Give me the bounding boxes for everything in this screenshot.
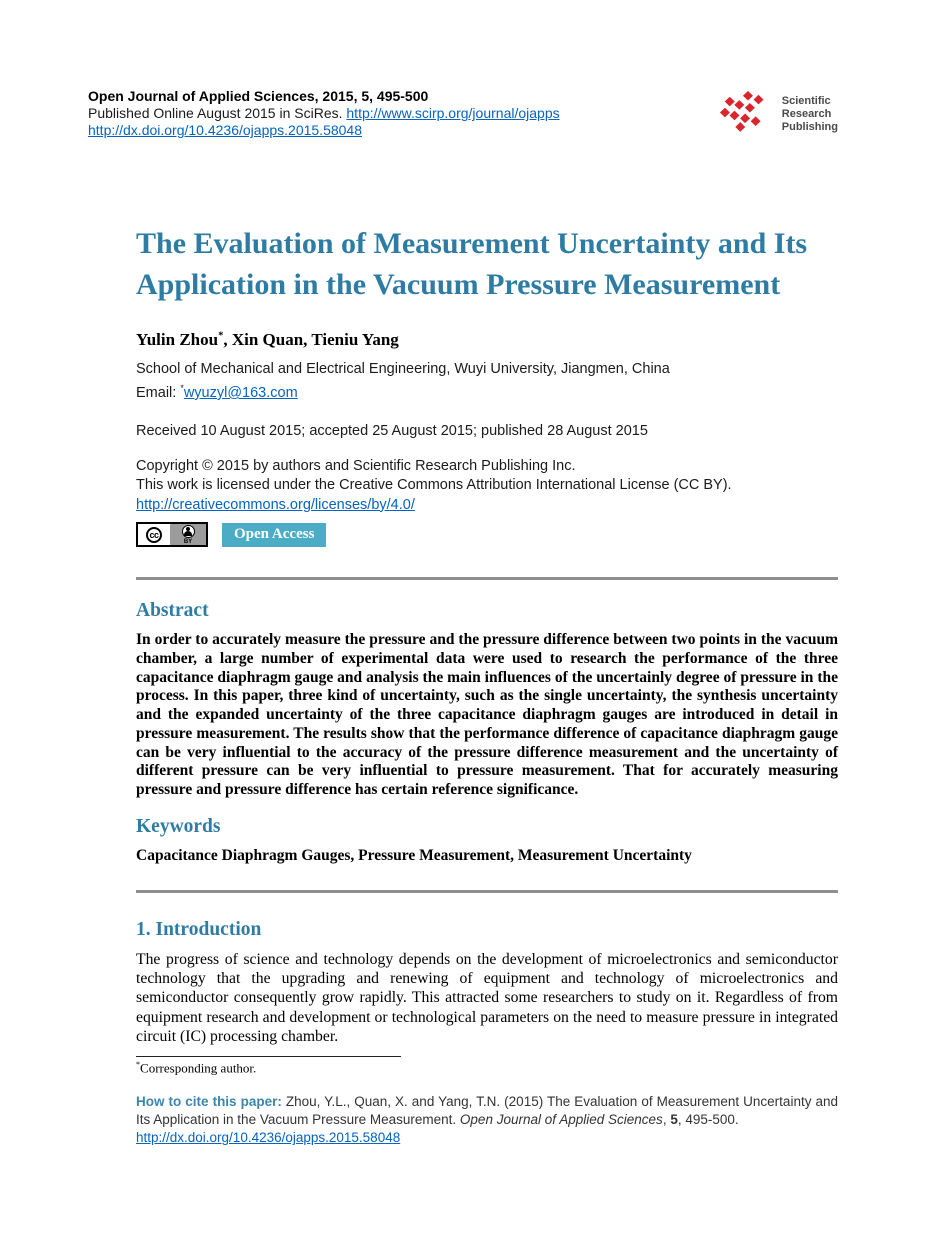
scirp-logo-text bbox=[782, 95, 838, 134]
cite-text: Zhou, Y.L., Quan, X. and Yang, T.N. (2015) The Evaluation of Measurement Uncertainty and Its Application in the Vacuum Pressure Measurement. bbox=[136, 1094, 838, 1128]
published-online-prefix: Published Online August 2015 in SciRes. bbox=[88, 105, 347, 121]
cc-icon-wrap bbox=[138, 524, 170, 545]
dates-line: Received 10 August 2015; accepted 25 August 2015; published 28 August 2015 bbox=[136, 422, 648, 439]
abstract-text: In order to accurately measure the pressure and the pressure difference between two points in the vacuum chamber, a large number of experimental data were used to research the performance of the three capacitance diaphragm gauge and analysis the main influences of the uncertainly degree of pressure in the process. In this paper, three kind of uncertainty, such as the single uncertainty, the synthesis uncertainty and the expanded uncertainty of the three capacitance diaphragm gauges are introduced in detail in pressure measurement. The results show that the performance difference of capacitance diaphragm gauge can be very influential to the accuracy of the pressure difference measurement and the uncertainty of different pressure can be very influential to pressure measurement. That for accurately measuring pressure and pressure difference has certain reference significance. bbox=[136, 631, 838, 798]
keywords-text: Capacitance Diaphragm Gauges, Pressure Measurement, Measurement Uncertainty bbox=[136, 846, 692, 864]
journal-info bbox=[88, 88, 560, 139]
abstract-heading: Abstract bbox=[136, 600, 209, 622]
email-link[interactable]: wyuzyl@163.com bbox=[183, 384, 298, 401]
cc-by-attribution bbox=[170, 524, 206, 545]
person-icon bbox=[182, 525, 195, 538]
journal-title-line: Open Journal of Applied Sciences, 2015, 5, 495-500 bbox=[88, 88, 429, 104]
cite-label: How to cite this paper: bbox=[136, 1094, 286, 1110]
section-divider-top bbox=[136, 577, 838, 580]
email-asterisk: * bbox=[180, 383, 184, 393]
article-title: The Evaluation of Measurement Uncertainty and Its Application in the Vacuum Pressure Measurement bbox=[136, 227, 808, 301]
citation-footer bbox=[136, 1093, 838, 1147]
scirp-logo bbox=[718, 90, 838, 138]
cite-journal-name: Open Journal of Applied Sciences bbox=[459, 1112, 663, 1128]
introduction-text: The progress of science and technology depends on the development of microelectronics and semiconductor technology that the upgrading and renewing of equipment and technology of microelectronics and semiconductor consequently grow rapidly. This attracted some researchers to study on it. Regardless of from equipment research and development or technological parameters on the need to measure pressure in integrated circuit (IC) processing chamber. bbox=[136, 950, 838, 1045]
logo-line-1: Scientific bbox=[781, 94, 831, 107]
cite-pages: , 495-500. bbox=[677, 1112, 739, 1128]
scirp-diamonds-icon bbox=[718, 90, 776, 138]
journal-homepage-link[interactable]: http://www.scirp.org/journal/ojapps bbox=[346, 105, 560, 121]
page-header bbox=[88, 88, 838, 139]
authors-line bbox=[136, 330, 838, 350]
affiliation-block bbox=[136, 360, 838, 403]
footnote-text: Corresponding author. bbox=[140, 1060, 257, 1076]
logo-line-3: Publishing bbox=[781, 120, 838, 133]
person-body-icon bbox=[184, 531, 192, 536]
logo-line-2: Research bbox=[781, 107, 832, 120]
license-link-line bbox=[136, 496, 838, 516]
published-online-line bbox=[88, 105, 560, 122]
keywords-heading: Keywords bbox=[136, 815, 221, 837]
doi-line bbox=[88, 122, 560, 139]
cc-by-badge[interactable] bbox=[136, 522, 208, 547]
footnote bbox=[136, 1060, 838, 1076]
corresponding-author-asterisk: * bbox=[218, 330, 224, 342]
cite-volume: 5 bbox=[670, 1112, 678, 1128]
copyright-line-1: Copyright © 2015 by authors and Scientific Research Publishing Inc. bbox=[136, 457, 576, 474]
authors-rest: , Xin Quan, Tieniu Yang bbox=[223, 330, 399, 349]
cite-doi-link[interactable]: http://dx.doi.org/10.4236/ojapps.2015.58048 bbox=[136, 1130, 401, 1146]
badges-row bbox=[136, 522, 838, 547]
cc-by-label: BY bbox=[183, 538, 193, 545]
email-line bbox=[136, 379, 838, 403]
author-first: Yulin Zhou bbox=[136, 330, 219, 349]
introduction-heading: 1. Introduction bbox=[136, 918, 262, 940]
footnote-asterisk: * bbox=[136, 1060, 141, 1070]
content-column bbox=[136, 223, 838, 1147]
email-label: Email: bbox=[136, 384, 181, 401]
doi-link[interactable]: http://dx.doi.org/10.4236/ojapps.2015.58048 bbox=[88, 122, 362, 138]
section-divider-bottom bbox=[136, 890, 838, 893]
license-link[interactable]: http://creativecommons.org/licenses/by/4.0/ bbox=[136, 496, 415, 513]
copyright-block bbox=[136, 457, 838, 516]
copyright-line-2: This work is licensed under the Creative Commons Attribution International License (CC BY). bbox=[136, 477, 732, 494]
cc-icon: cc bbox=[146, 527, 162, 543]
footnote-divider bbox=[136, 1056, 401, 1057]
open-access-badge: Open Access bbox=[222, 523, 326, 547]
affiliation-line: School of Mechanical and Electrical Engineering, Wuyi University, Jiangmen, China bbox=[136, 361, 670, 377]
cite-separator: , bbox=[662, 1112, 671, 1128]
